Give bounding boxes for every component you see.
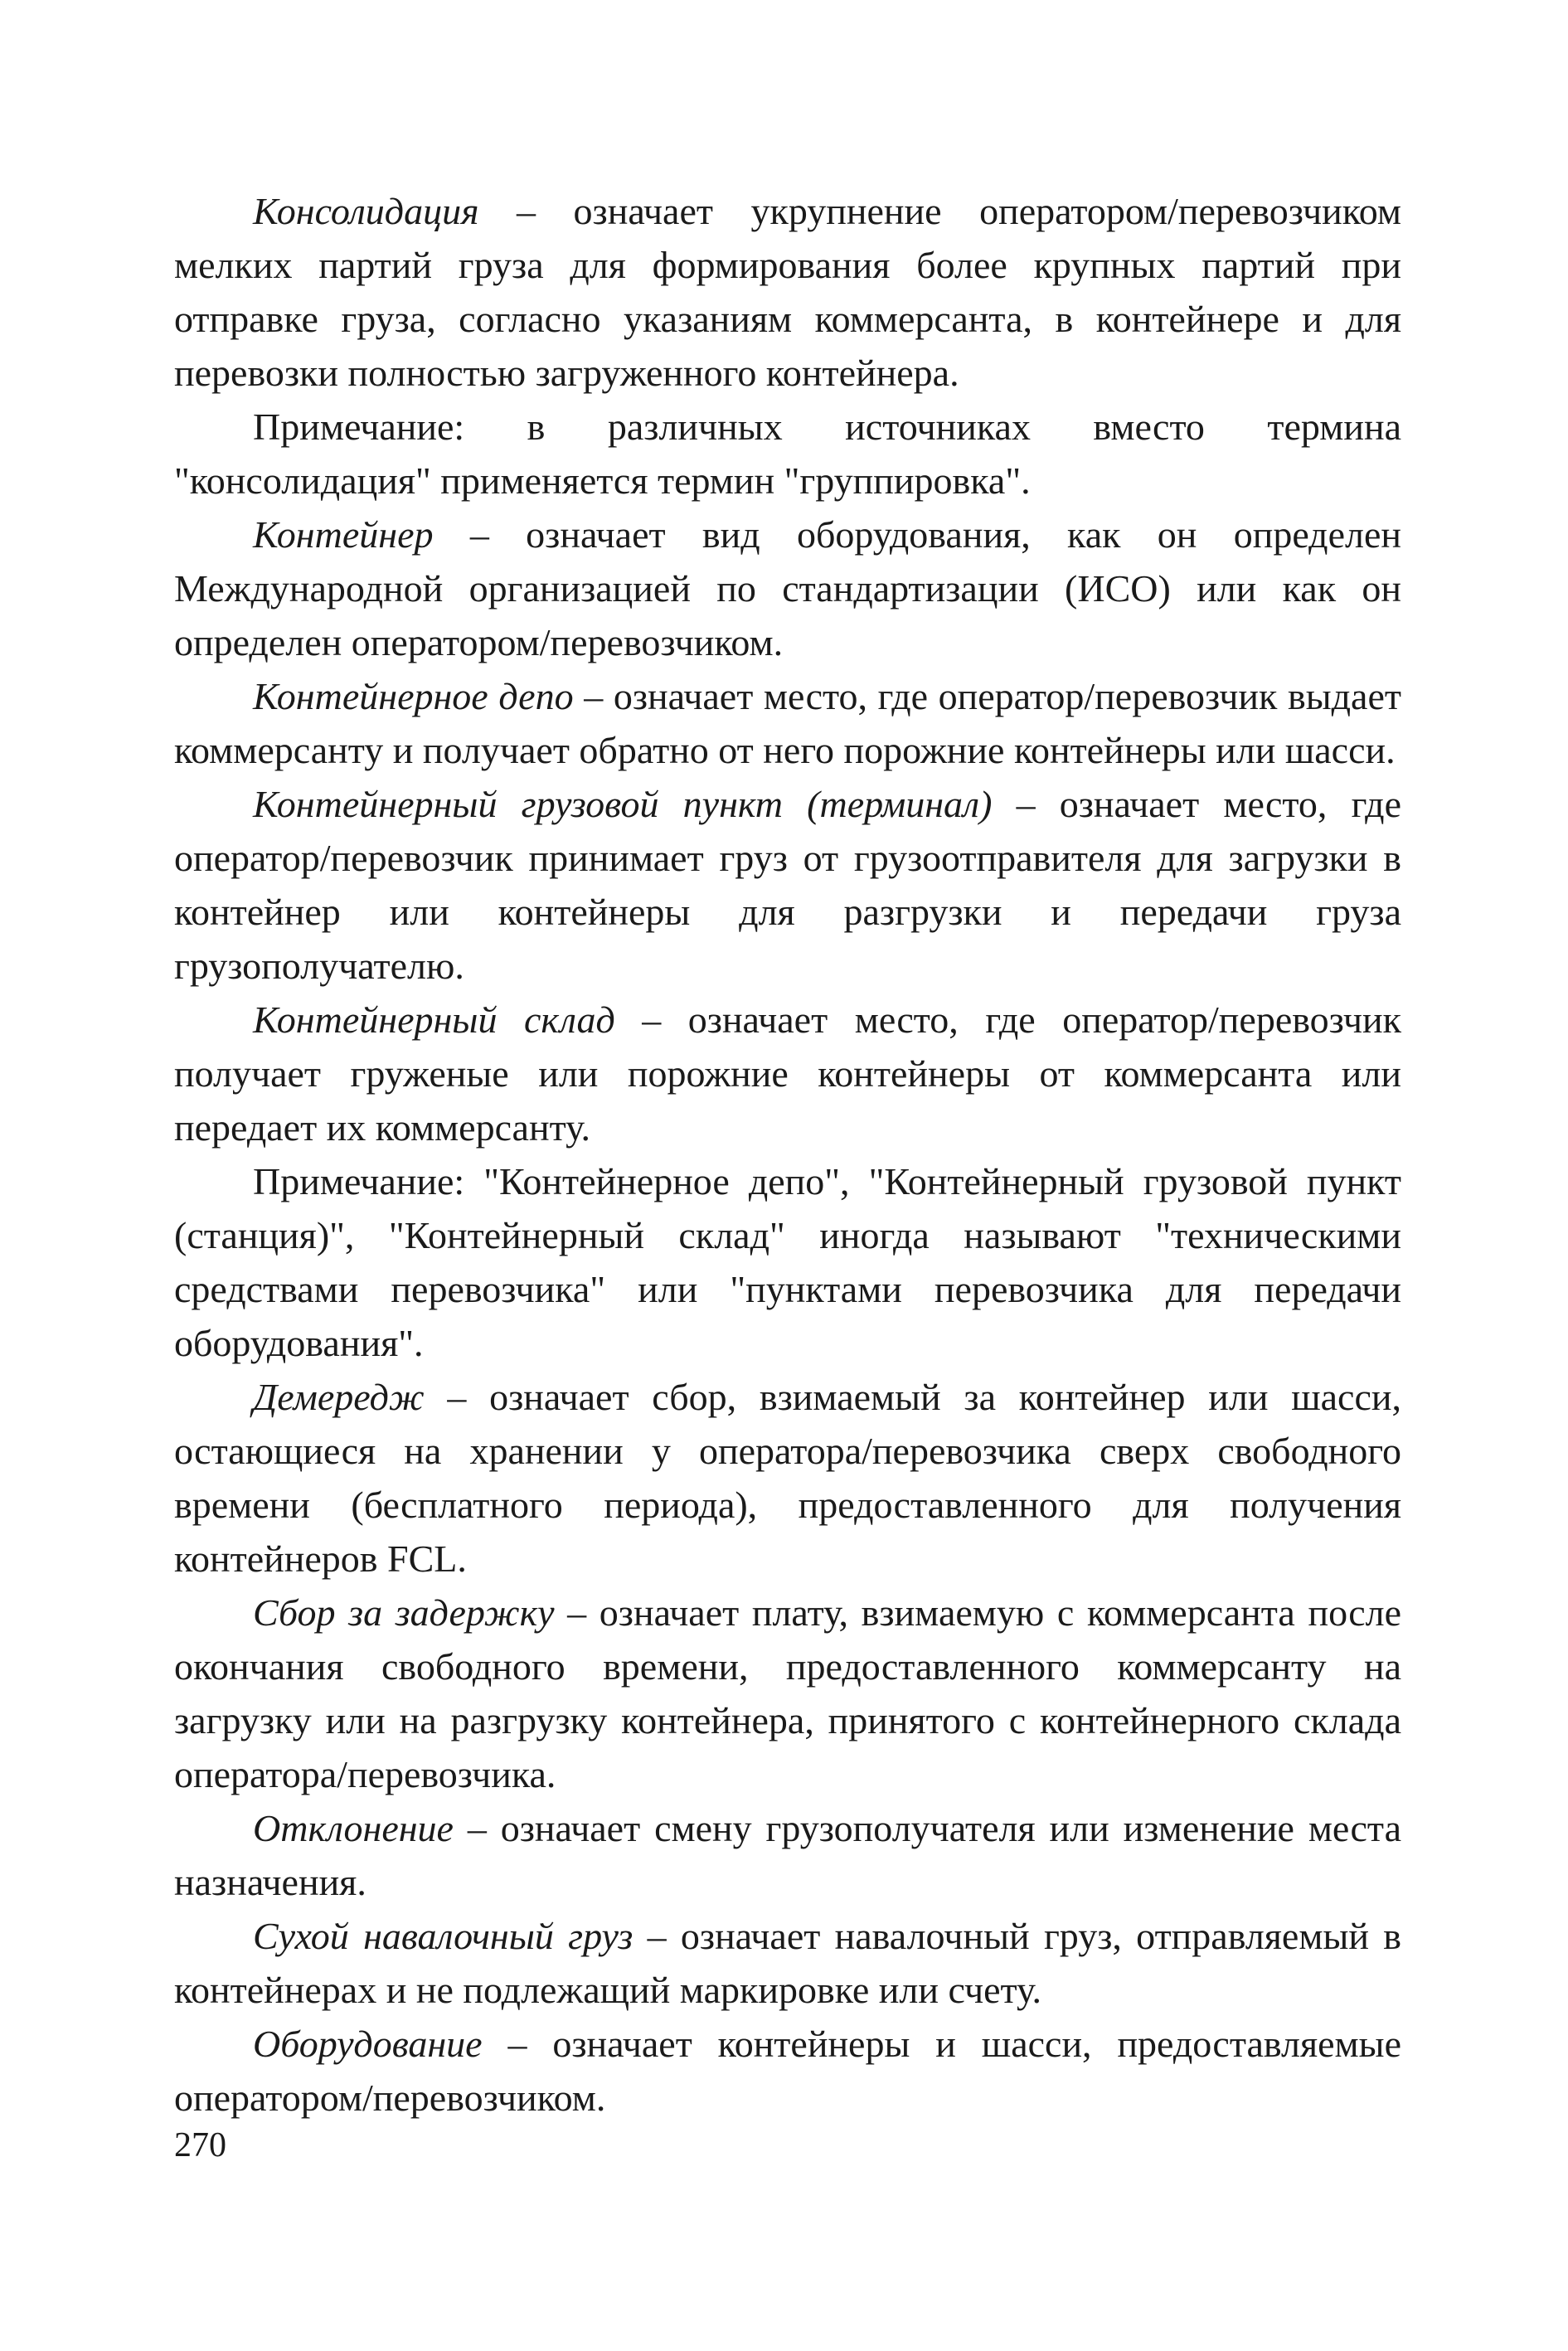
term: Контейнер [253,513,434,556]
definition-text: – означает место, где оператор/перевозчик принимает груз от грузоотправителя для загрузки в контейнер или контейнеры для разгрузки и передачи груза грузополучателю. [174,783,1401,987]
note-consolidation [174,400,1401,508]
term: Контейнерный склад [253,998,615,1041]
definition-container-depot [174,669,1401,777]
definition-demurrage [174,1370,1401,1586]
note-text: Примечание: в различных источниках вместо термина "консолидация" применяется термин "группировка". [174,406,1401,502]
term: Отклонение [253,1807,454,1849]
term: Оборудование [253,2023,483,2065]
definition-text: – означает плату, взимаемую с коммерсанта после окончания свободного времени, предоставленного коммерсанту на загрузку или на разгрузку контейнера, принятого с контейнерного склада оператора/перевозчика. [174,1591,1401,1795]
definition-equipment [174,2017,1401,2125]
definition-dry-bulk [174,1909,1401,2017]
note-text: Примечание: "Контейнерное депо", "Контейнерный грузовой пункт (станция)", "Контейнерный склад" иногда называют "техническими средствами перевозчика" или "пунктами перевозчика для передачи оборудования". [174,1160,1401,1364]
definition-container-yard [174,993,1401,1154]
definition-text: – означает контейнеры и шасси, предоставляемые оператором/перевозчиком. [174,2023,1401,2119]
term: Консолидация [253,190,479,232]
definition-text: – означает вид оборудования, как он определен Международной организацией по стандартизации (ИСО) или как он определен оператором/перевозчиком. [174,513,1401,663]
term: Сухой навалочный груз [253,1915,634,1957]
term: Сбор за задержку [253,1591,555,1634]
definition-text: – означает навалочный груз, отправляемый в контейнерах и не подлежащий маркировке или счету. [174,1915,1402,2011]
definition-text: – означает сбор, взимаемый за контейнер или шасси, остающиеся на хранении у оператора/перевозчика сверх свободного времени (бесплатного периода), предоставленного для получения контейнеров FCL. [174,1376,1401,1580]
definition-consolidation [174,184,1401,400]
page-body [174,184,1401,2125]
note-carrier-facilities [174,1154,1401,1370]
definition-deviation [174,1801,1401,1909]
definition-detention [174,1586,1401,1801]
definition-text: – означает место, где оператор/перевозчик выдает коммерсанту и получает обратно от него порожние контейнеры или шасси. [174,675,1401,771]
definition-container [174,508,1401,669]
term: Демередж [253,1376,425,1418]
page-number: 270 [174,2126,226,2164]
term: Контейнерный грузовой пункт (терминал) [253,783,993,825]
definition-container-freight-station [174,777,1401,993]
definition-text: – означает укрупнение оператором/перевозчиком мелких партий груза для формирования более крупных партий при отправке груза, согласно указаниям коммерсанта, в контейнере и для перевозки полностью загруженного контейнера. [174,190,1401,394]
definition-text: – означает место, где оператор/перевозчик получает груженые или порожние контейнеры от коммерсанта или передает их коммерсанту. [174,998,1401,1149]
term: Контейнерное депо [253,675,574,717]
definition-text: – означает смену грузополучателя или изменение места назначения. [174,1807,1401,1903]
